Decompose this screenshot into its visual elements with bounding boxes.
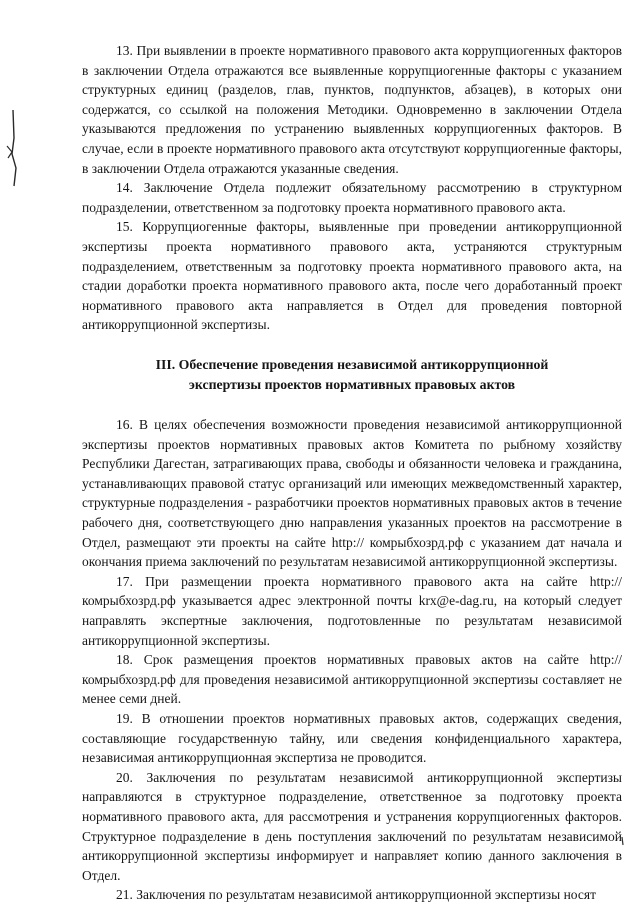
paragraph-15: 15. Коррупциогенные факторы, выявленные при проведении антикоррупционной экспертизы проекта нормативного правового акта, устраняются структурным подразделением, ответственным за подготовку проекта нормативного правового акта, на стадии доработки проекта нормативного правового акта, после чего доработанный проект нормативного правового акта направляется в Отдел для проведения повторной антикоррупционной экспертизы. <box>82 219 622 333</box>
paragraph-18: 18. Срок размещения проектов нормативных правовых актов на сайте http:// комрыбхозрд.рф для проведения независимой антикоррупционной экспертизы составляет не менее семи дней. <box>82 652 622 707</box>
paragraph-17: 17. При размещении проекта нормативного правового акта на сайте http:// комрыбхозрд.рф указывается адрес электронной почты krx@e-dag.ru, на который следует направлять экспертные заключения, подготовленные по результатам независимой антикоррупционной экспертизы. <box>82 573 622 648</box>
paragraph-20: 20. Заключения по результатам независимой антикоррупционной экспертизы направляются в структурное подразделение, ответственное за подготовку проекта нормативного правового акта, для рассмотрения и устранения коррупциогенных факторов. Структурное подразделение в день поступления заключений по результатам независимой антикоррупционной экспертизы информирует и направляет копию данного заключения в Отдел. <box>82 769 622 883</box>
paragraph-14: 14. Заключение Отдела подлежит обязательному рассмотрению в структурном подразделении, ответственном за подготовку проекта нормативного правового акта. <box>82 180 622 215</box>
paragraph-16: 16. В целях обеспечения возможности проведения независимой антикоррупционной экспертизы проектов нормативных правовых актов Комитета по рыбному хозяйству Республики Дагестан, затрагивающих права, свободы и обязанности человека и гражданина, устанавливающих правовой статус организаций или имеющих межведомственный характер, структурные подразделения - разработчики проектов нормативных правовых актов в течение рабочего дня, соответствующего дню направления указанных проектов на рассмотрение в Отдел, размещают эти проекты на сайте http:// комрыбхозрд.рф с указанием дат начала и окончания приема заключений по результатам независимой антикоррупционной экспертизы. <box>82 417 622 570</box>
section-heading <box>82 355 622 394</box>
section-heading-line-2: экспертизы проектов нормативных правовых актов <box>188 376 516 392</box>
margin-pen-mark <box>4 108 20 188</box>
document-page <box>82 41 622 905</box>
section-heading-line-1: III. Обеспечение проведения независимой антикоррупционной <box>155 356 549 372</box>
paragraph-13: 13. При выявлении в проекте нормативного правового акта коррупциогенных факторов в заключении Отдела отражаются все выявленные коррупциогенные факторы с указанием структурных единиц (разделов, глав, пунктов, подпунктов, абзацев), в которых они содержатся, со ссылкой на положения Методики. Одновременно в заключении Отдела указываются предложения по устранению выявленных коррупциогенных факторов. В случае, если в проекте нормативного правового акта отсутствуют коррупциогенные факторы, в заключении Отдела отражаются указанные сведения. <box>82 43 622 176</box>
paragraph-21: 21. Заключения по результатам независимой антикоррупционной экспертизы носят <box>116 887 596 903</box>
paragraph-19: 19. В отношении проектов нормативных правовых актов, содержащих сведения, составляющие государственную тайну, или сведения конфиденциального характера, независимая антикоррупционная экспертиза не проводится. <box>82 711 622 766</box>
